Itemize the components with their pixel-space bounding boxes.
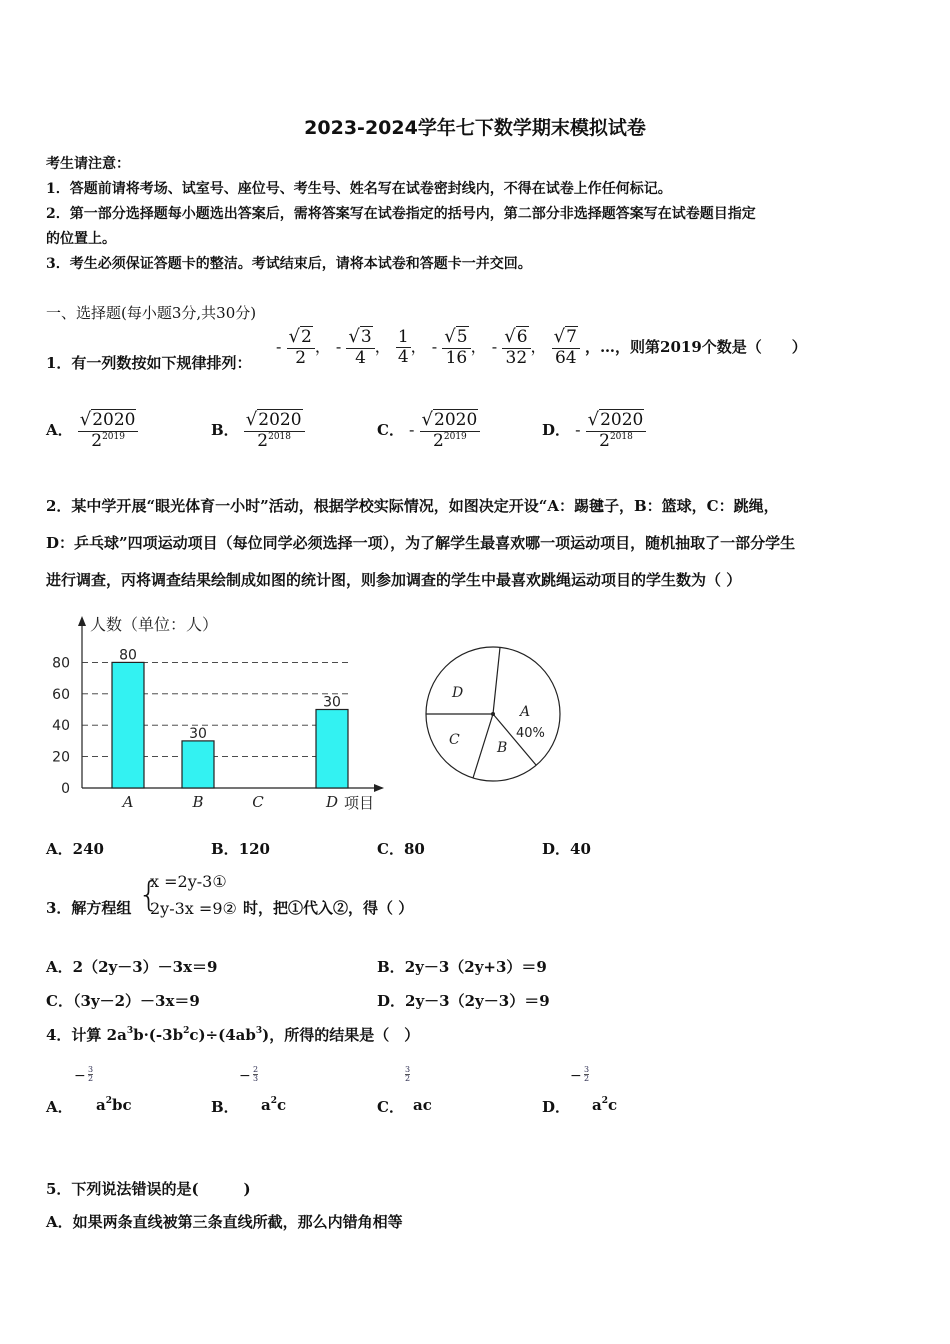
q1-option-b[interactable]: B． $\frac{√2020}{2^{2018}}$ — [211, 410, 305, 451]
x-axis-arrow — [374, 784, 384, 792]
q4-option-a[interactable]: A． − $\frac{3}{2}$ $a^2bc$ — [46, 1065, 132, 1116]
q1-option-a[interactable]: A． $\frac{√2020}{2^{2019}}$ — [46, 410, 138, 451]
question-3-prefix: 3．解方程组 — [46, 899, 132, 917]
y-axis-label: 人数（单位：人） — [90, 615, 219, 634]
y-tick-label: 60 — [52, 686, 70, 703]
question-3-suffix: 时，把①代入②，得（ ） — [243, 899, 414, 917]
q3-option-a[interactable]: A．2（2y－3）－3x＝9 — [46, 958, 218, 976]
bar-chart — [46, 610, 391, 815]
q5-option-a[interactable]: A．如果两条直线被第三条直线所截，那么内错角相等 — [46, 1213, 403, 1231]
notice-item: 1．答题前请将考场、试室号、座位号、考生号、姓名写在试卷密封线内，不得在试卷上作任何标记。 — [46, 181, 672, 197]
term-sign: - — [335, 337, 342, 357]
bar-A — [112, 662, 144, 788]
question-1-sequence: - $\frac{√2}{2}$ ， - $\frac{√3}{4}$ ， $\frac{1}{4}$ ， - $\frac{√5}{16}$ ， - $\frac{√6}{32}$ ， $\frac{√7}{64}$ ，…，则第2019个数是（ ） — [276, 326, 807, 368]
question-2-line: 进行调查，丙将调查结果绘制成如图的统计图，则参加调查的学生中最喜欢跳绳运动项目的学生数为（ ） — [46, 571, 742, 589]
notice-item: 3．考生必须保证答题卡的整洁。考试结束后，请将本试卷和答题卡一并交回。 — [46, 256, 532, 272]
y-axis-arrow — [78, 616, 86, 626]
term-sign: - — [491, 337, 498, 357]
q4-option-d[interactable]: D． − $\frac{3}{2}$ $a^2c$ — [542, 1065, 618, 1116]
pie-label-a: A — [520, 704, 531, 720]
q4-option-c[interactable]: C． $\frac{3}{2}$ ac — [377, 1065, 432, 1116]
q2-option-b[interactable]: B．120 — [211, 840, 270, 858]
notice-item: 2．第一部分选择题每小题选出答案后，需将答案写在试卷指定的括号内，第二部分非选择题答案写在试卷题目指定 — [46, 206, 756, 222]
pie-label-d: D — [452, 685, 464, 701]
x-axis-label: 项目 — [344, 794, 375, 812]
term-fraction: $\frac{√7}{64}$ — [552, 327, 580, 368]
term-sign: - — [276, 337, 282, 357]
y-tick-label: 20 — [52, 749, 70, 766]
y-tick-label: 80 — [52, 655, 70, 672]
section-heading: 一、选择题(每小题3分,共30分) — [46, 304, 257, 322]
brace: { — [138, 875, 160, 915]
question-1-suffix: ，…，则第2019个数是（ ） — [585, 338, 807, 357]
bar-data-label: 80 — [119, 647, 137, 664]
q2-option-c[interactable]: C．80 — [377, 840, 425, 858]
q3-option-d[interactable]: D．2y－3（2y－3）＝9 — [377, 992, 550, 1010]
term-fraction: $\frac{√2}{2}$ — [287, 327, 315, 368]
y-tick-label: 0 — [61, 781, 70, 797]
pie-label-b: B — [497, 740, 508, 756]
term-sign: - — [431, 337, 438, 357]
q1-option-d[interactable]: D． - $\frac{√2020}{2^{2018}}$ — [542, 410, 646, 451]
bar-D — [316, 710, 348, 789]
x-category-label: C — [252, 793, 264, 811]
notice-heading: 考生请注意： — [46, 156, 130, 172]
bar-data-label: 30 — [323, 694, 341, 711]
term-fraction: $\frac{1}{4}$ — [397, 326, 409, 368]
pie-chart — [420, 643, 570, 788]
question-2-line: D：乒乓球”四项运动项目（每位同学必须选择一项），为了解学生最喜欢哪一项运动项目，随机抽取了一部分学生 — [46, 534, 796, 552]
q1-option-c[interactable]: C． - $\frac{√2020}{2^{2019}}$ — [377, 410, 480, 451]
term-fraction: $\frac{√6}{32}$ — [502, 327, 530, 368]
q2-option-a[interactable]: A．240 — [46, 840, 104, 858]
bar-B — [182, 741, 214, 788]
pie-center — [491, 712, 495, 716]
q2-option-d[interactable]: D．40 — [542, 840, 591, 858]
equation-1: x =2y-3① — [150, 872, 227, 891]
x-category-label: D — [325, 793, 339, 811]
pie-label-c: C — [449, 732, 460, 748]
page-title: 2023-2024学年七下数学期末模拟试卷 — [304, 117, 646, 139]
question-2-line: 2．某中学开展“眼光体育一小时”活动，根据学校实际情况，如图决定开设“A：踢毽子，B：篮球，C：跳绳， — [46, 497, 779, 515]
x-category-label: B — [192, 793, 204, 811]
bar-data-label: 30 — [189, 725, 207, 742]
q3-option-b[interactable]: B．2y－3（2y+3）＝9 — [377, 958, 547, 976]
q3-option-c[interactable]: C．（3y－2）－3x＝9 — [46, 992, 200, 1010]
x-category-label: A — [122, 793, 134, 811]
notice-item: 的位置上。 — [46, 231, 116, 247]
q4-option-b[interactable]: B． − $\frac{2}{3}$ $a^2c$ — [211, 1065, 287, 1116]
term-fraction: $\frac{√5}{16}$ — [442, 327, 470, 368]
term-fraction: $\frac{√3}{4}$ — [346, 327, 374, 368]
equation-2: 2y-3x =9② — [150, 899, 237, 918]
question-4: 4．计算 $2a^3b\cdot(-3b^2c)\div(4ab^3)$，所得的结果是（ ） — [46, 1026, 420, 1044]
question-5: 5．下列说法错误的是( ) — [46, 1180, 251, 1198]
pie-percent-a: 40% — [516, 726, 545, 741]
y-tick-label: 40 — [52, 718, 70, 735]
question-1-prefix: 1．有一列数按如下规律排列： — [46, 354, 252, 372]
